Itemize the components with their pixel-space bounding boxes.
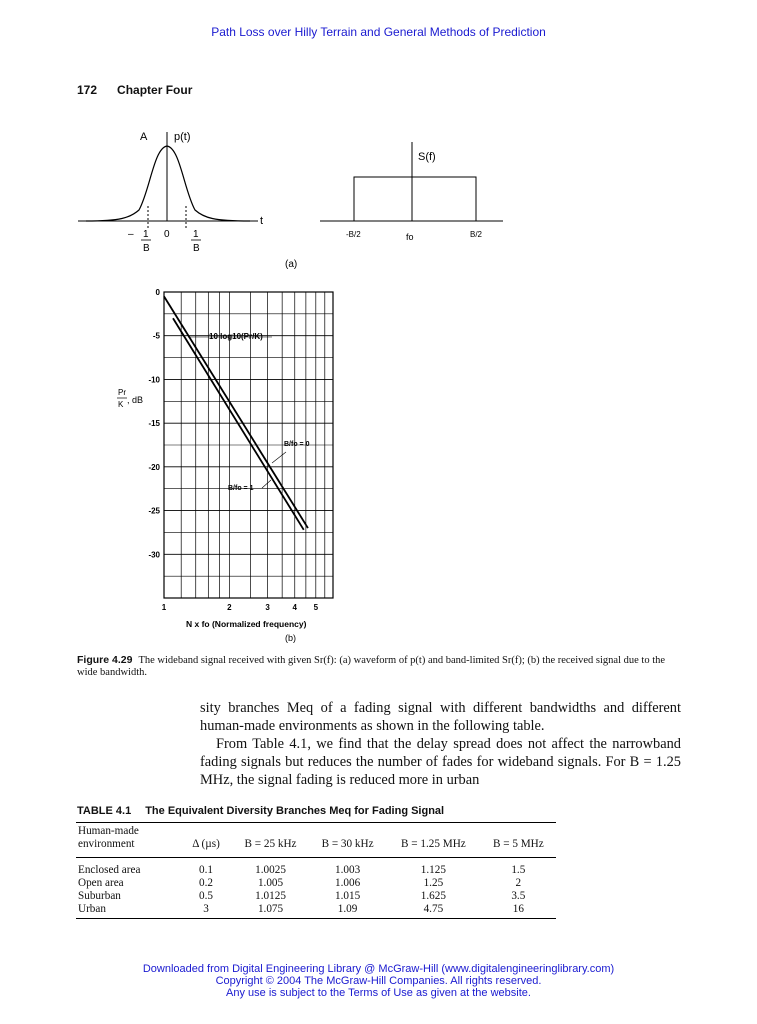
table-header-row: [76, 823, 556, 858]
table-cell: Open area: [78, 877, 124, 889]
zero-label: 0: [164, 229, 170, 240]
table-cell: 0.1: [199, 864, 213, 876]
table-cell: 3: [180, 903, 232, 919]
y-tick-label: -5: [152, 331, 160, 341]
table-cell: 16: [481, 903, 556, 919]
table-cell: 1.0125: [255, 890, 286, 902]
line-label-b1: B/fo = 1: [228, 485, 254, 492]
table-cell: 0.5: [199, 890, 213, 902]
ylabel-den: K: [118, 400, 124, 409]
x-tick-labels: [162, 603, 319, 612]
footer: [0, 963, 757, 999]
figure-number: Figure 4.29: [77, 654, 133, 666]
table-header: Δ (µs): [180, 823, 232, 858]
table-cell: 1.09: [309, 903, 386, 919]
spectrum-left-label: -B/2: [346, 230, 361, 239]
neg-den: B: [143, 243, 150, 254]
table-header: B = 1.25 MHz: [386, 823, 481, 858]
table-cell: 1.075: [232, 903, 309, 919]
table-row: [76, 858, 556, 878]
pos-den: B: [193, 243, 200, 254]
table-title: The Equivalent Diversity Branches Meq for Fading Signal: [145, 805, 445, 817]
y-tick-label: 0: [155, 288, 160, 297]
spectrum-right-label: B/2: [470, 230, 483, 239]
line-label-b0: B/fo = 0: [284, 441, 310, 448]
y-tick-label: -25: [148, 506, 160, 516]
func-label: p(t): [174, 131, 191, 143]
footer-line: Downloaded from Digital Engineering Library @ McGraw-Hill (www.digitalengineeringlibrary.com): [142, 963, 615, 975]
curve-label: 10 log10(Pr/K): [209, 332, 263, 341]
amp-label: A: [140, 131, 148, 143]
table-header: Human-made environment: [76, 823, 180, 858]
page-number: 172: [77, 83, 98, 97]
figure-a-label: (a): [285, 259, 298, 270]
footer-line: Any use is subject to the Terms of Use as given at the website.: [226, 987, 531, 999]
table-cell: 1.0025: [255, 864, 286, 876]
table-row: [76, 877, 556, 890]
figure-caption-text: The wideband signal received with given Sr(f): (a) waveform of p(t) and band-limited Sr(f); (b) the received signal due to the wide bandwidth.: [77, 655, 666, 678]
table-cell: 4.75: [386, 903, 481, 919]
y-tick-label: -15: [148, 419, 160, 429]
table-cell: 1.005: [257, 877, 284, 889]
table-cell: 1.003: [334, 864, 361, 876]
pos-num: 1: [193, 229, 199, 240]
pulse-curve: [86, 146, 250, 221]
table-header: B = 25 kHz: [232, 823, 309, 858]
table-cell: 1.006: [334, 877, 361, 889]
table-row: [76, 903, 556, 919]
table-cell: Enclosed area: [78, 864, 141, 876]
y-tick-label: -10: [148, 375, 160, 385]
spectrum-func-label: S(f): [418, 151, 436, 163]
running-head: Path Loss over Hilly Terrain and General Methods of Prediction: [211, 25, 546, 39]
table-caption: [77, 805, 458, 817]
table-cell: 2: [515, 877, 522, 889]
table-number: TABLE 4.1: [77, 805, 132, 817]
figure-caption: [77, 654, 677, 679]
neg-sign: –: [128, 229, 134, 240]
table-cell: Urban: [76, 903, 180, 919]
page-header: [77, 83, 212, 97]
table-header: B = 30 kHz: [309, 823, 386, 858]
diversity-table: [76, 822, 556, 919]
table-cell: 3.5: [511, 890, 526, 902]
body-text: [200, 699, 681, 789]
spectrum-plot: [320, 142, 503, 242]
table-cell: 1.5: [511, 864, 526, 876]
x-tick-label: 4: [292, 603, 297, 612]
waveform-plot: [78, 131, 263, 254]
y-tick-label: -20: [148, 462, 160, 472]
table-cell: 1.125: [420, 864, 446, 876]
neg-num: 1: [143, 229, 149, 240]
t-label: t: [260, 215, 264, 227]
x-tick-label: 2: [227, 603, 232, 612]
chart-xlabel: N x fo (Normalized frequency): [186, 619, 307, 629]
x-tick-label: 3: [265, 603, 270, 612]
figure-a: [0, 120, 757, 280]
chapter-title: Chapter Four: [117, 83, 193, 97]
table-cell: 1.25: [423, 877, 444, 889]
table-cell: 0.2: [199, 877, 213, 889]
body-paragraph: From Table 4.1, we find that the delay spread does not affect the narrowband fading signals but reduces the number of fades for wideband signals. For B = 1.25 MHz, the signal fading is reduced more in urban: [200, 736, 681, 788]
table-cell: 1.015: [334, 890, 361, 902]
table-header: B = 5 MHz: [481, 823, 556, 858]
figure-b-chart: [0, 280, 757, 650]
spectrum-box: [354, 177, 476, 221]
table-row: [76, 890, 556, 903]
spectrum-center-label: fo: [406, 232, 414, 242]
x-tick-label: 1: [161, 603, 167, 612]
body-paragraph: sity branches Meq of a fading signal with different bandwidths and different human-made environments as shown in the following table.: [200, 700, 681, 734]
ylabel-num: Pr: [118, 388, 126, 397]
series-line: [173, 318, 304, 530]
y-tick-label: -30: [148, 550, 160, 560]
figure-b-label: (b): [285, 633, 296, 643]
y-tick-labels: [148, 288, 160, 559]
ylabel-unit: , dB: [127, 395, 144, 405]
table-cell: 1.625: [420, 890, 446, 902]
footer-line: Copyright © 2004 The McGraw-Hill Companies. All rights reserved.: [215, 975, 542, 987]
table-cell: Suburban: [78, 890, 121, 902]
x-tick-label: 5: [313, 603, 319, 612]
